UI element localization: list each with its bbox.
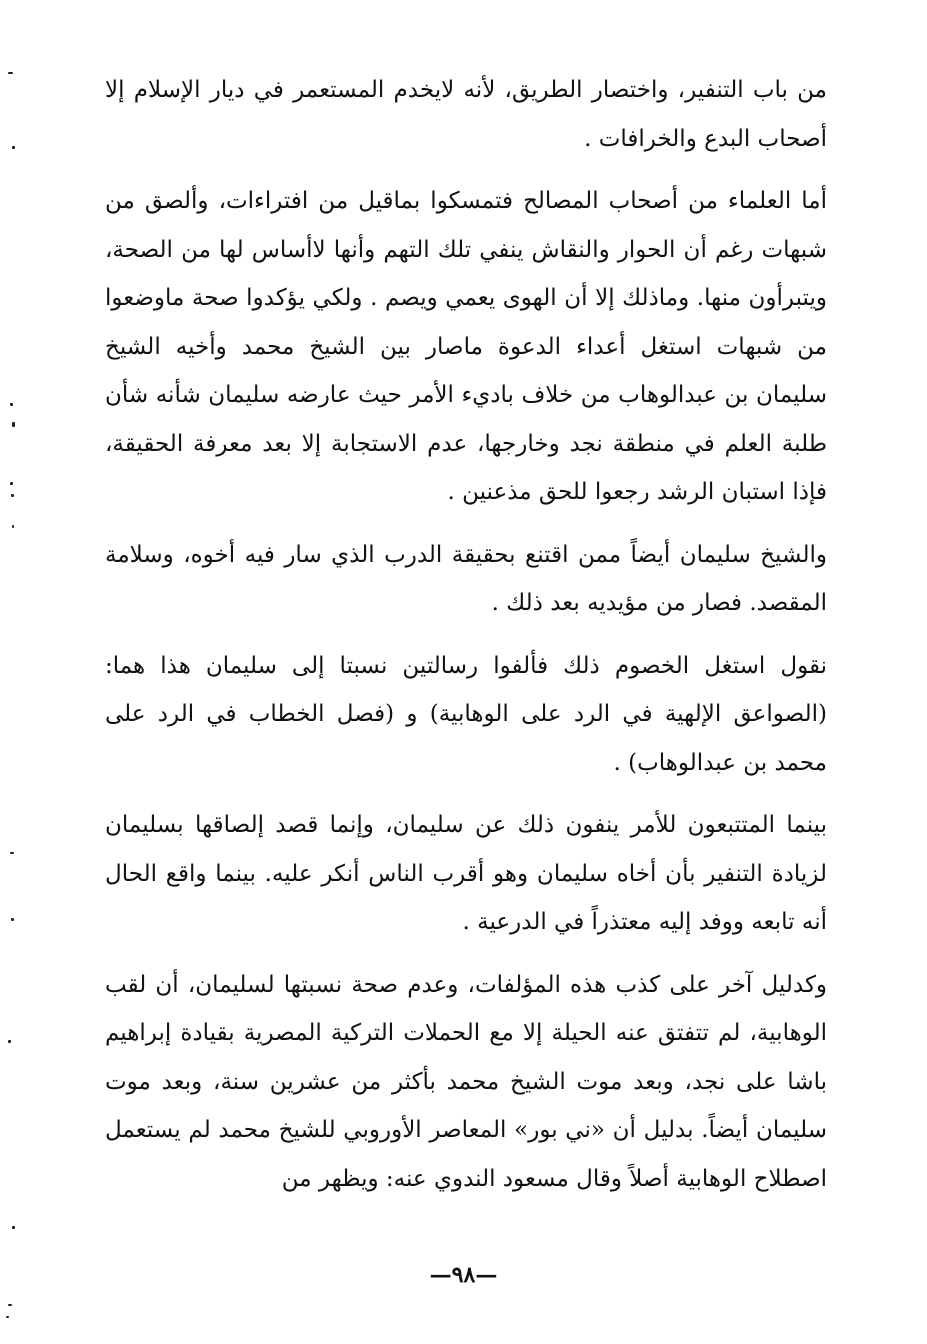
paragraph-4: نقول استغل الخصوم ذلك فألفوا رسالتين نسبتا إلى سليمان هذا هما: (الصواعق الإلهية في الرد على الوهابية) و (فصل الخطاب في الرد على محمد بن عبدالوهاب) . <box>105 652 827 776</box>
scan-speck <box>6 1316 9 1318</box>
paragraph-5: بينما المتتبعون للأمر ينفون ذلك عن سليمان، وإنما قصد إلصاقها بسليمان لزيادة التنفير بأن أخاه سليمان وهو أقرب الناس أنكر عليه. بينما واقع الحال أنه تابعه ووفد إليه معتذراً في الدرعية . <box>105 812 827 935</box>
scan-speck <box>12 1226 15 1229</box>
paragraph-6: وكدليل آخر على كذب هذه المؤلفات، وعدم صحة نسبتها لسليمان، أن لقب الوهابية، لم تتفتق عنه الحيلة إلا مع الحملات التركية المصرية بقيادة إبراهيم باشا على نجد، وبعد موت الشيخ محمد بأكثر من عشرين سنة، وبعد موت سليمان أيضاً. بدليل أن «ني بور» المعاصر الأوروبي للشيخ محمد لم يستعمل اصطلاح الوهابية أصلاً وقال مسعود الندوي عنه: ويظهر من <box>105 971 827 1192</box>
scan-speck <box>8 1304 12 1306</box>
scan-speck <box>10 482 13 485</box>
scan-speck <box>10 852 14 854</box>
page-number: —٩٨— <box>429 1262 498 1288</box>
scan-speck <box>11 494 14 497</box>
scan-speck <box>12 422 15 427</box>
paragraph-2: أما العلماء من أصحاب المصالح فتمسكوا بماقيل من افتراءات، وألصق من شبهات رغم أن الحوار والنقاش ينفي تلك التهم وأنها لاأساس لها من الصحة، ويتبرأون منها. وماذلك إلا أن الهوى يعمي ويصم . ولكي يؤكدوا صحة ماوضعوا من شبهات استغل أعداء الدعوة ماصار بين الشيخ محمد وأخيه الشيخ سليمان بن عبدالوهاب من خلاف باديء الأمر حيث عارضه سليمان شأنه شأن طلبة العلم في منطقة نجد وخارجها، عدم الاستجابة إلا بعد معرفة الحقيقة، فإذا استبان الرشد رجعوا للحق مذعنين . <box>105 188 827 505</box>
scan-speck <box>10 403 13 406</box>
body-text <box>105 66 827 1203</box>
scan-speck <box>8 72 13 74</box>
scan-speck <box>8 1040 11 1043</box>
scan-speck <box>11 918 14 921</box>
scan-speck <box>12 146 15 149</box>
paragraph-1: من باب التنفير، واختصار الطريق، لأنه لايخدم المستعمر في ديار الإسلام إلا أصحاب البدع والخرافات . <box>105 77 827 152</box>
paragraph-3: والشيخ سليمان أيضاً ممن اقتنع بحقيقة الدرب الذي سار فيه أخوه، وسلامة المقصد. فصار من مؤيديه بعد ذلك . <box>105 541 827 616</box>
scan-speck <box>12 525 14 528</box>
